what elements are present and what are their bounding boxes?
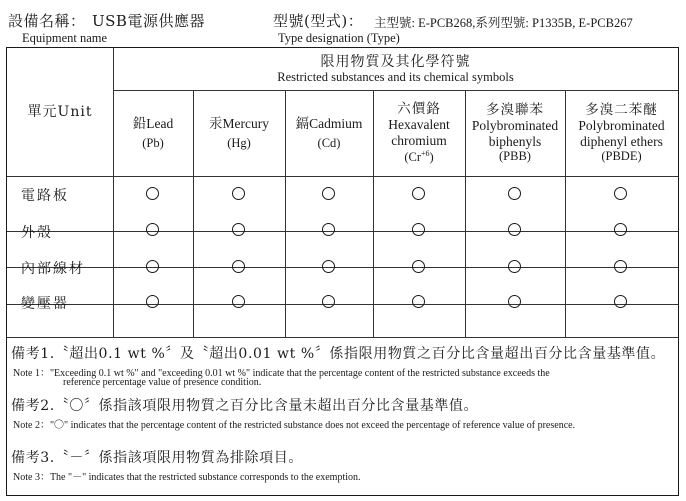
cr6-label: $(Cr^{+6})$ — [404, 148, 434, 164]
mark-circle — [232, 223, 245, 236]
type-label-zh: 型號(型式)： — [273, 12, 364, 30]
mark-circle — [322, 187, 335, 200]
note-2-en: Note 2："〇" indicates that the percentage content of the restricted substance does not exceed the percentage of reference value of presence. — [13, 420, 576, 431]
col-header-pbde: 多溴二苯醚 Polybrominated diphenyl ethers (PBDE) — [578, 101, 665, 164]
row-label-transformer: 變壓器 — [21, 296, 69, 312]
mark-circle — [412, 187, 425, 200]
restricted-header: 限用物質及其化學符號 Restricted substances and its chemical symbols — [277, 53, 514, 84]
mark-circle — [614, 223, 627, 236]
col-header-mercury: 汞Mercury (Hg) — [209, 116, 269, 150]
note-1-zh: 備考1.〝超出0.1 wt %〞及〝超出0.01 wt %〞係指限用物質之百分比含量超出百分比含量基準值。 — [11, 346, 666, 362]
col-header-cadmium: 鎘Cadmium (Cd) — [295, 116, 363, 150]
mark-circle — [146, 260, 159, 273]
col-header-chromium: 六價鉻 Hexavalent chromium $(Cr^{+6})$ — [388, 100, 450, 164]
mark-circle — [412, 295, 425, 308]
row-label-circuit-board: 電路板 — [21, 188, 69, 204]
unit-header: 單元Unit — [27, 103, 93, 120]
type-label-en: Type designation (Type) — [278, 31, 400, 45]
mark-circle — [146, 187, 159, 200]
mark-circle — [508, 260, 521, 273]
mark-circle — [614, 260, 627, 273]
note-1-en-cont: reference percentage value of presence condition. — [63, 377, 262, 388]
equipment-name-value: USB電源供應器 — [92, 12, 205, 30]
mark-circle — [614, 187, 627, 200]
mark-circle — [322, 295, 335, 308]
rule-under-header — [7, 176, 678, 177]
mark-circle — [146, 295, 159, 308]
equipment-name-label-zh: 設備名稱： — [8, 12, 86, 30]
mark-circle — [412, 223, 425, 236]
mark-circle — [412, 260, 425, 273]
mark-circle — [146, 223, 159, 236]
rule-row1 — [7, 231, 678, 232]
mark-circle — [614, 295, 627, 308]
mark-circle — [232, 260, 245, 273]
note-1-en: Note 1："Exceeding 0.1 wt %" and "exceeding 0.01 wt %" indicate that the percentage content of the restricted substance exceeds the — [13, 368, 550, 379]
type-value: 主型號: E-PCB268,系列型號: P1335B, E-PCB267 — [374, 16, 633, 30]
mark-circle — [508, 187, 521, 200]
mark-circle — [508, 295, 521, 308]
rohs-table — [6, 47, 679, 496]
mark-circle — [322, 223, 335, 236]
note-3-zh: 備考3.〝－〞係指該項限用物質為排除項目。 — [11, 450, 303, 466]
note-3-en: Note 3：The "－" indicates that the restricted substance corresponds to the exemption. — [13, 472, 361, 483]
rule-row3 — [7, 304, 678, 305]
note-2-zh: 備考2.〝〇〞係指該項限用物質之百分比含量未超出百分比含量基準值。 — [11, 398, 479, 414]
row-label-housing: 外殼 — [21, 225, 53, 241]
mark-circle — [232, 187, 245, 200]
mark-circle — [508, 223, 521, 236]
mark-circle — [322, 260, 335, 273]
col-header-lead: 鉛Lead (Pb) — [132, 116, 174, 150]
rule-row2 — [7, 267, 678, 268]
col-header-pbb: 多溴聯苯 Polybrominated biphenyls (PBB) — [471, 101, 559, 164]
row-label-internal-wire: 內部線材 — [21, 261, 85, 277]
mark-circle — [232, 295, 245, 308]
equipment-name-label-en: Equipment name — [22, 31, 108, 45]
rule-row4 — [7, 337, 678, 338]
